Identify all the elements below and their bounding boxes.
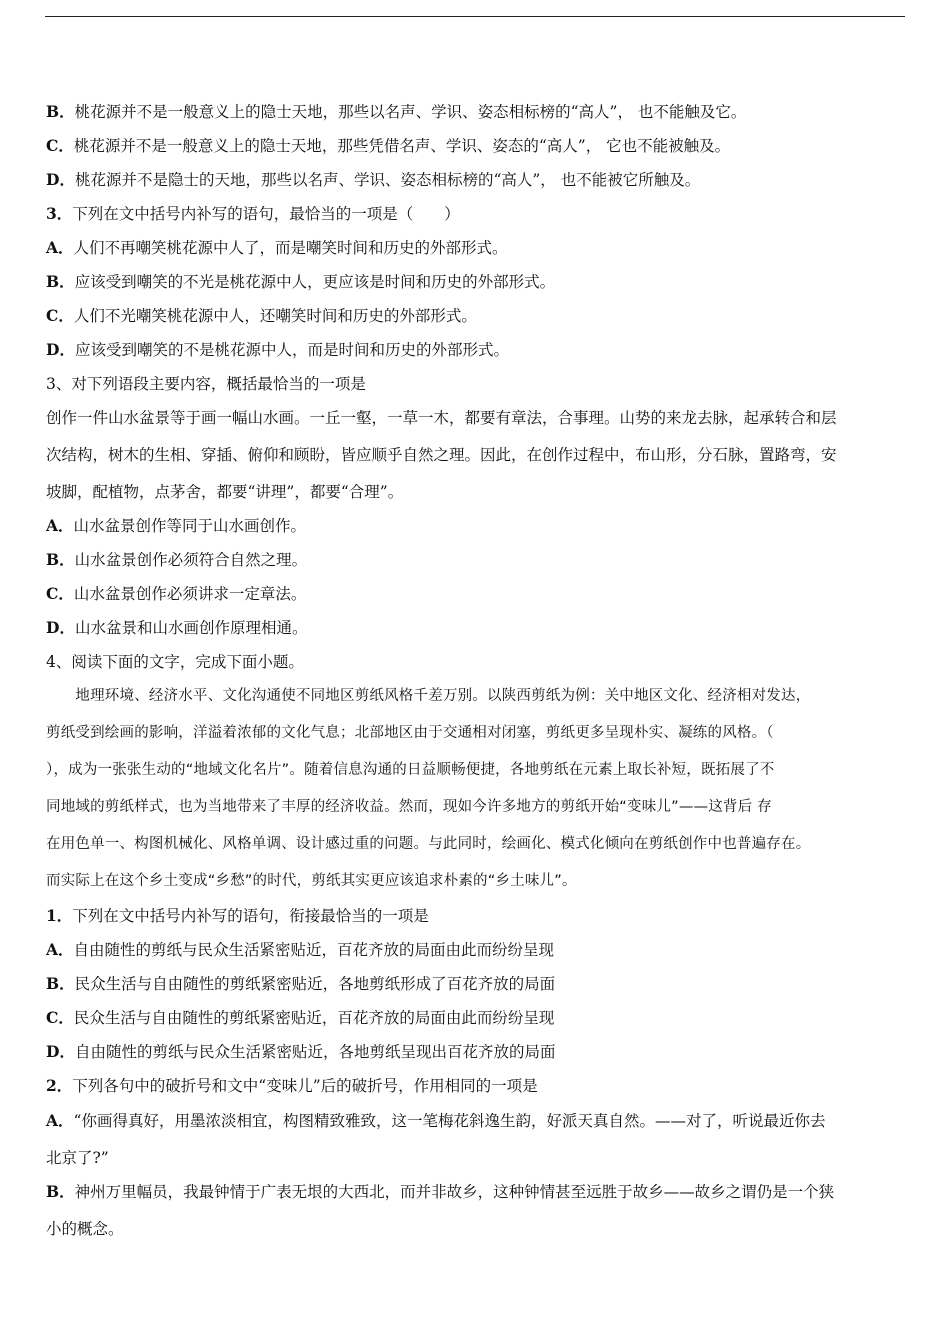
option-b: [46, 550, 908, 570]
option-text: 山水盆景和山水画创作原理相通。: [74, 619, 308, 637]
option-text: 山水盆景创作必须符合自然之理。: [74, 551, 308, 569]
option-letter: C．: [46, 136, 74, 155]
option-text: 人们不光嘲笑桃花源中人，还嘲笑时间和历史的外部形式。: [73, 307, 477, 325]
passage-line: ），成为一张张生动的“地域文化名片”。随着信息沟通的日益顺畅便捷，各地剪纸在元素上取长补短，既拓展了不: [46, 762, 775, 778]
option-letter: A．: [46, 238, 74, 257]
option-text: 民众生活与自由随性的剪纸紧密贴近，百花齐放的局面由此而纷纷呈现: [73, 1009, 555, 1027]
option-d: [46, 340, 908, 360]
question-text: 下列在文中括号内补写的语句，最恰当的一项是（ ）: [72, 205, 460, 223]
passage-line: 地理环境、经济水平、文化沟通使不同地区剪纸风格千差万别。以陕西剪纸为例：关中地区文化、经济相对发达，: [46, 688, 811, 704]
option-letter: A．: [46, 516, 74, 535]
option-a: [46, 238, 908, 258]
option-c: [46, 306, 908, 326]
option-letter: C．: [46, 584, 74, 603]
option-a: [46, 1111, 908, 1131]
question-text: 下列在文中括号内补写的语句，衔接最恰当的一项是: [72, 907, 429, 925]
option-d: [46, 1042, 908, 1062]
passage-line: 而实际上在这个乡土变成“乡愁”的时代，剪纸其实更应该追求朴素的“乡土味儿”。: [46, 873, 577, 889]
question-number: 2．: [46, 1076, 73, 1095]
option-b: [46, 1182, 908, 1202]
option-c: [46, 584, 908, 604]
passage-line: 在用色单一、构图机械化、风格单调、设计感过重的问题。与此同时，绘画化、模式化倾向在剪纸创作中也普遍存在。: [46, 836, 811, 852]
option-b-continued: 小的概念。: [46, 1220, 124, 1238]
option-letter: C．: [46, 1008, 74, 1027]
passage-line: 次结构，树木的生相、穿插、俯仰和顾盼，皆应顺乎自然之理。因此，在创作过程中，布山形，分石脉，置路弯，安: [46, 446, 837, 464]
option-letter: C．: [46, 306, 74, 325]
option-text: 桃花源并不是一般意义上的隐士天地，那些以名声、学识、姿态相标榜的“高人”， 也不能触及它。: [74, 103, 747, 121]
option-letter: D．: [46, 170, 75, 189]
option-text: “你画得真好，用墨浓淡相宜，构图精致雅致，这一笔梅花斜逸生韵，好派天真自然。——对了，听说最近你去: [73, 1112, 826, 1130]
option-text: 自由随性的剪纸与民众生活紧密贴近，各地剪纸呈现出百花齐放的局面: [74, 1043, 556, 1061]
question-stem: 4、阅读下面的文字，完成下面小题。: [46, 653, 304, 671]
question-number: 1．: [46, 906, 73, 925]
option-c: [46, 136, 908, 156]
option-text: 神州万里幅员，我最钟情于广表无垠的大西北，而并非故乡，这种钟情甚至远胜于故乡——故乡之谓仍是一个狭: [74, 1183, 835, 1201]
option-letter: B．: [46, 974, 75, 993]
option-text: 人们不再嘲笑桃花源中人了，而是嘲笑时间和历史的外部形式。: [73, 239, 508, 257]
option-text: 自由随性的剪纸与民众生活紧密贴近，百花齐放的局面由此而纷纷呈现: [73, 941, 555, 959]
question-stem: [46, 204, 908, 224]
option-letter: B．: [46, 102, 75, 121]
passage-line: 同地域的剪纸样式，也为当地带来了丰厚的经济收益。然而，现如今许多地方的剪纸开始“变味儿”——这背后 存: [46, 799, 772, 815]
passage-line: 坡脚，配植物，点茅舍，都要“讲理”，都要“合理”。: [46, 483, 404, 501]
option-text: 山水盆景创作等同于山水画创作。: [73, 517, 307, 535]
option-d: [46, 618, 908, 638]
option-letter: D．: [46, 618, 75, 637]
option-letter: B．: [46, 1182, 75, 1201]
option-a-continued: 北京了?”: [46, 1149, 109, 1167]
option-c: [46, 1008, 908, 1028]
option-letter: B．: [46, 550, 75, 569]
passage-line: 创作一件山水盆景等于画一幅山水画。一丘一壑，一草一木，都要有章法，合事理。山势的来龙去脉，起承转合和层: [46, 409, 837, 427]
option-b: [46, 974, 908, 994]
question-stem: 3、对下列语段主要内容，概括最恰当的一项是: [46, 375, 366, 393]
option-b: [46, 102, 908, 122]
option-letter: A．: [46, 940, 74, 959]
option-letter: B．: [46, 272, 75, 291]
option-text: 民众生活与自由随性的剪纸紧密贴近，各地剪纸形成了百花齐放的局面: [74, 975, 556, 993]
question-stem: [46, 906, 908, 926]
passage-line: 剪纸受到绘画的影响，洋溢着浓郁的文化气息；北部地区由于交通相对闭塞，剪纸更多呈现朴实、凝练的风格。（: [46, 725, 774, 741]
option-a: [46, 940, 908, 960]
option-d: [46, 170, 908, 190]
option-text: 桃花源并不是一般意义上的隐士天地，那些凭借名声、学识、姿态的“高人”， 它也不能被触及。: [73, 137, 731, 155]
option-b: [46, 272, 908, 292]
option-letter: D．: [46, 1042, 75, 1061]
option-text: 山水盆景创作必须讲求一定章法。: [73, 585, 307, 603]
option-text: 应该受到嘲笑的不是桃花源中人，而是时间和历史的外部形式。: [74, 341, 509, 359]
option-letter: A．: [46, 1111, 74, 1130]
option-a: [46, 516, 908, 536]
question-number: 3．: [46, 204, 73, 223]
option-text: 桃花源并不是隐士的天地，那些以名声、学识、姿态相标榜的“高人”， 也不能被它所触及。: [74, 171, 701, 189]
option-text: 应该受到嘲笑的不光是桃花源中人，更应该是时间和历史的外部形式。: [74, 273, 556, 291]
header-rule: [45, 16, 905, 17]
question-text: 下列各句中的破折号和文中“变味儿”后的破折号，作用相同的一项是: [72, 1077, 538, 1095]
question-stem: [46, 1076, 908, 1096]
option-letter: D．: [46, 340, 75, 359]
